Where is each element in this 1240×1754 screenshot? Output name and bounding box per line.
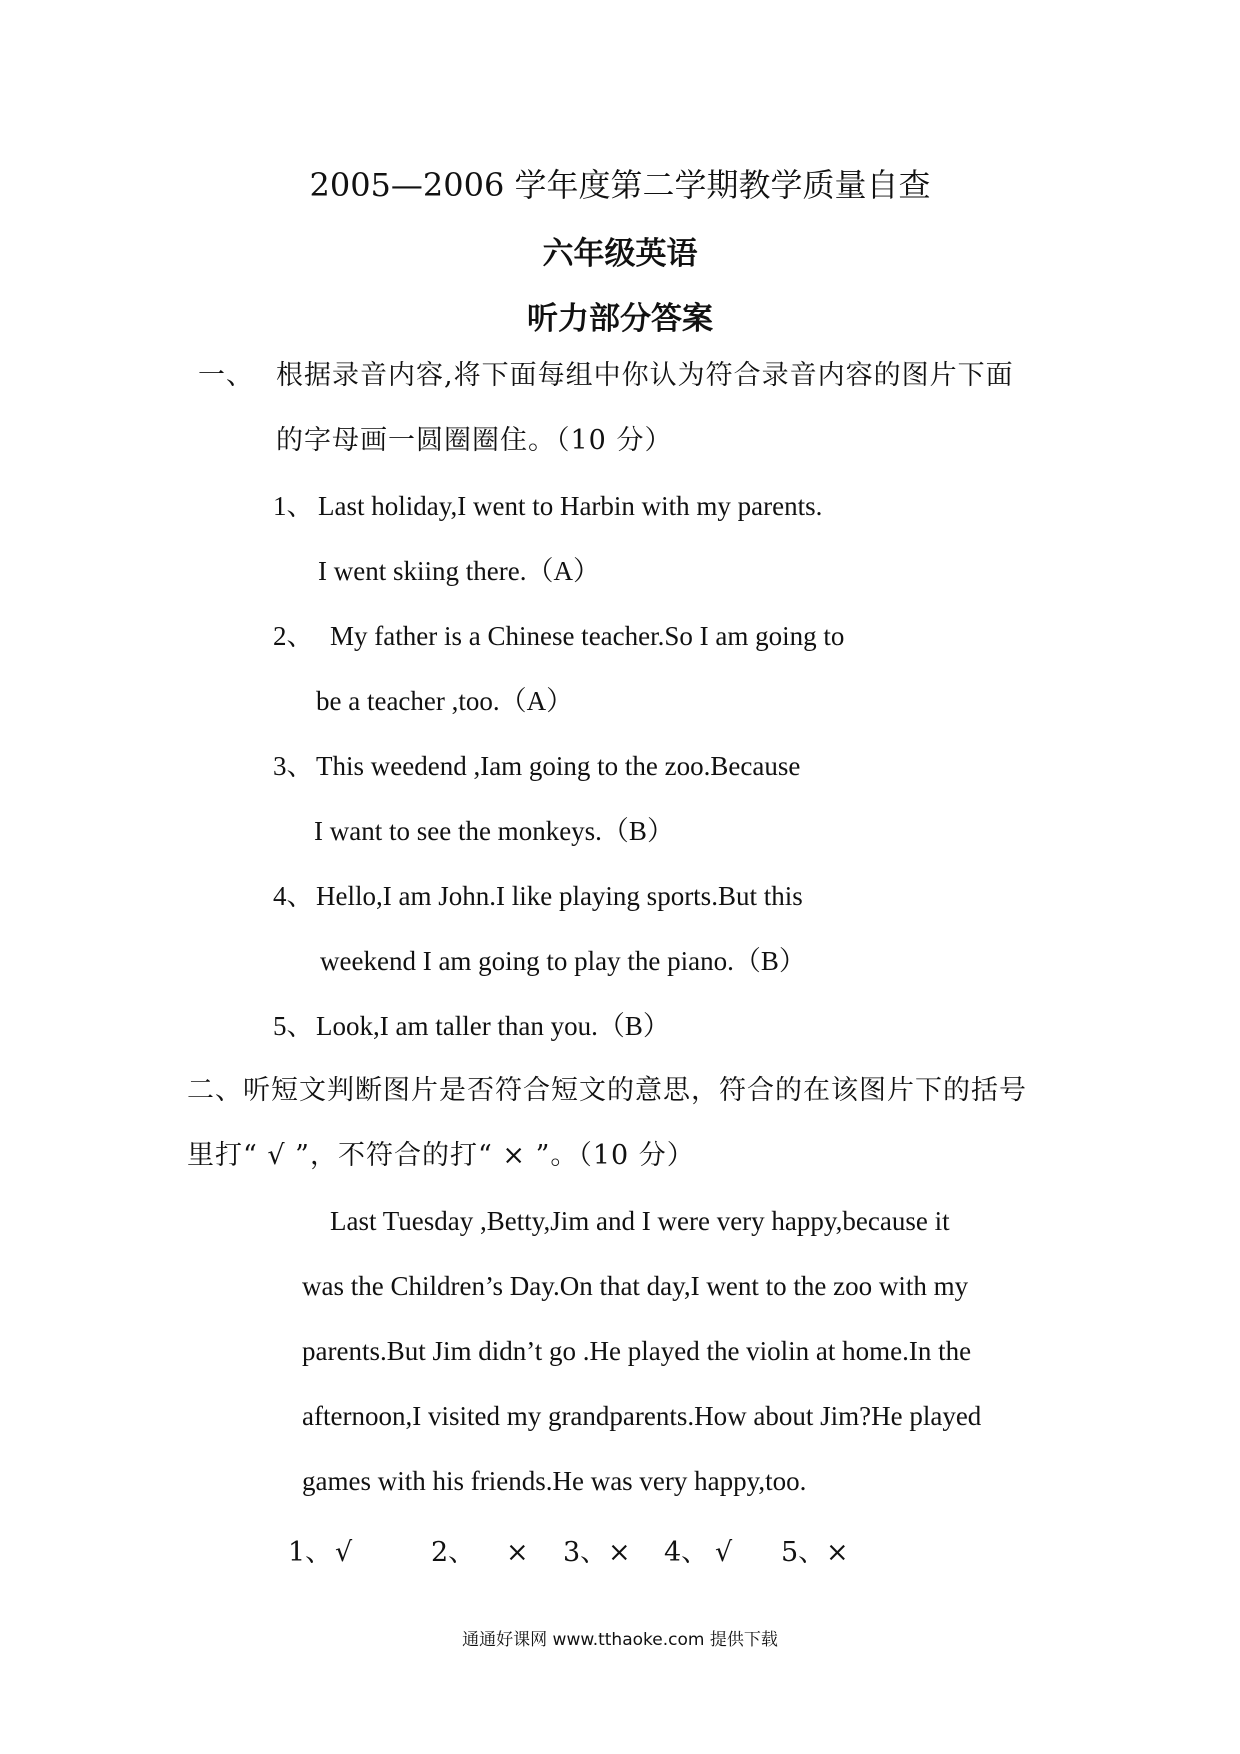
item-line2: weekend I am going to play the piano.（B） [320,946,806,976]
document-subtitle: 六年级英语 [542,236,698,272]
item-line1: This weedend ,Iam going to the zoo.Because [316,751,801,781]
answer-mark: × [506,1537,529,1568]
answer-mark: × [608,1537,631,1568]
part1-number: 一、 [198,360,254,391]
page-footer: 通通好课网 www.tthaoke.com 提供下载 [462,1630,778,1650]
answer-number: 4、 [664,1537,709,1568]
part1-instruction-line2: 的字母画一圆圈圈住。（10 分） [276,425,673,456]
answer-number: 5、 [781,1537,826,1568]
item-line1: Last holiday,I went to Harbin with my parents. [318,491,823,521]
passage-line: was the Children’s Day.On that day,I went to the zoo with my [302,1271,969,1301]
part2-instruction-line1: 二、听短文判断图片是否符合短文的意思，符合的在该图片下的括号 [187,1075,1027,1106]
part1-instruction-line1: 根据录音内容,将下面每组中你认为符合录音内容的图片下面 [276,360,1014,391]
item-number: 1、 [273,491,314,521]
answer-mark: √ [715,1537,733,1568]
passage-line: parents.But Jim didn’t go .He played the violin at home.In the [302,1336,972,1366]
item-line1: My father is a Chinese teacher.So I am going to [330,621,845,651]
item-line2: I went skiing there.（A） [318,556,600,586]
item-number: 4、 [273,881,314,911]
passage-line: Last Tuesday ,Betty,Jim and I were very happy,because it [330,1206,950,1236]
item-line2: I want to see the monkeys.（B） [314,816,674,846]
part2-instruction-line2: 里打“ √ ”，不符合的打“ × ”。（10 分） [187,1140,695,1171]
answer-number: 2、 [431,1537,476,1568]
section-title: 听力部分答案 [527,301,713,337]
answer-number: 1、 [288,1537,333,1568]
item-number: 3、 [273,751,314,781]
passage-line: afternoon,I visited my grandparents.How about Jim?He played [302,1401,982,1431]
answer-mark: √ [335,1537,353,1568]
item-line2: be a teacher ,too.（A） [316,686,574,716]
answer-number: 3、 [563,1537,608,1568]
document-title: 2005—2006 学年度第二学期教学质量自查 [309,166,931,204]
item-line1: Look,I am taller than you.（B） [316,1011,670,1041]
item-line1: Hello,I am John.I like playing sports.But this [316,881,803,911]
item-number: 2、 [273,621,314,651]
item-number: 5、 [273,1011,314,1041]
passage-line: games with his friends.He was very happy,too. [302,1466,807,1496]
answer-mark: × [826,1537,849,1568]
